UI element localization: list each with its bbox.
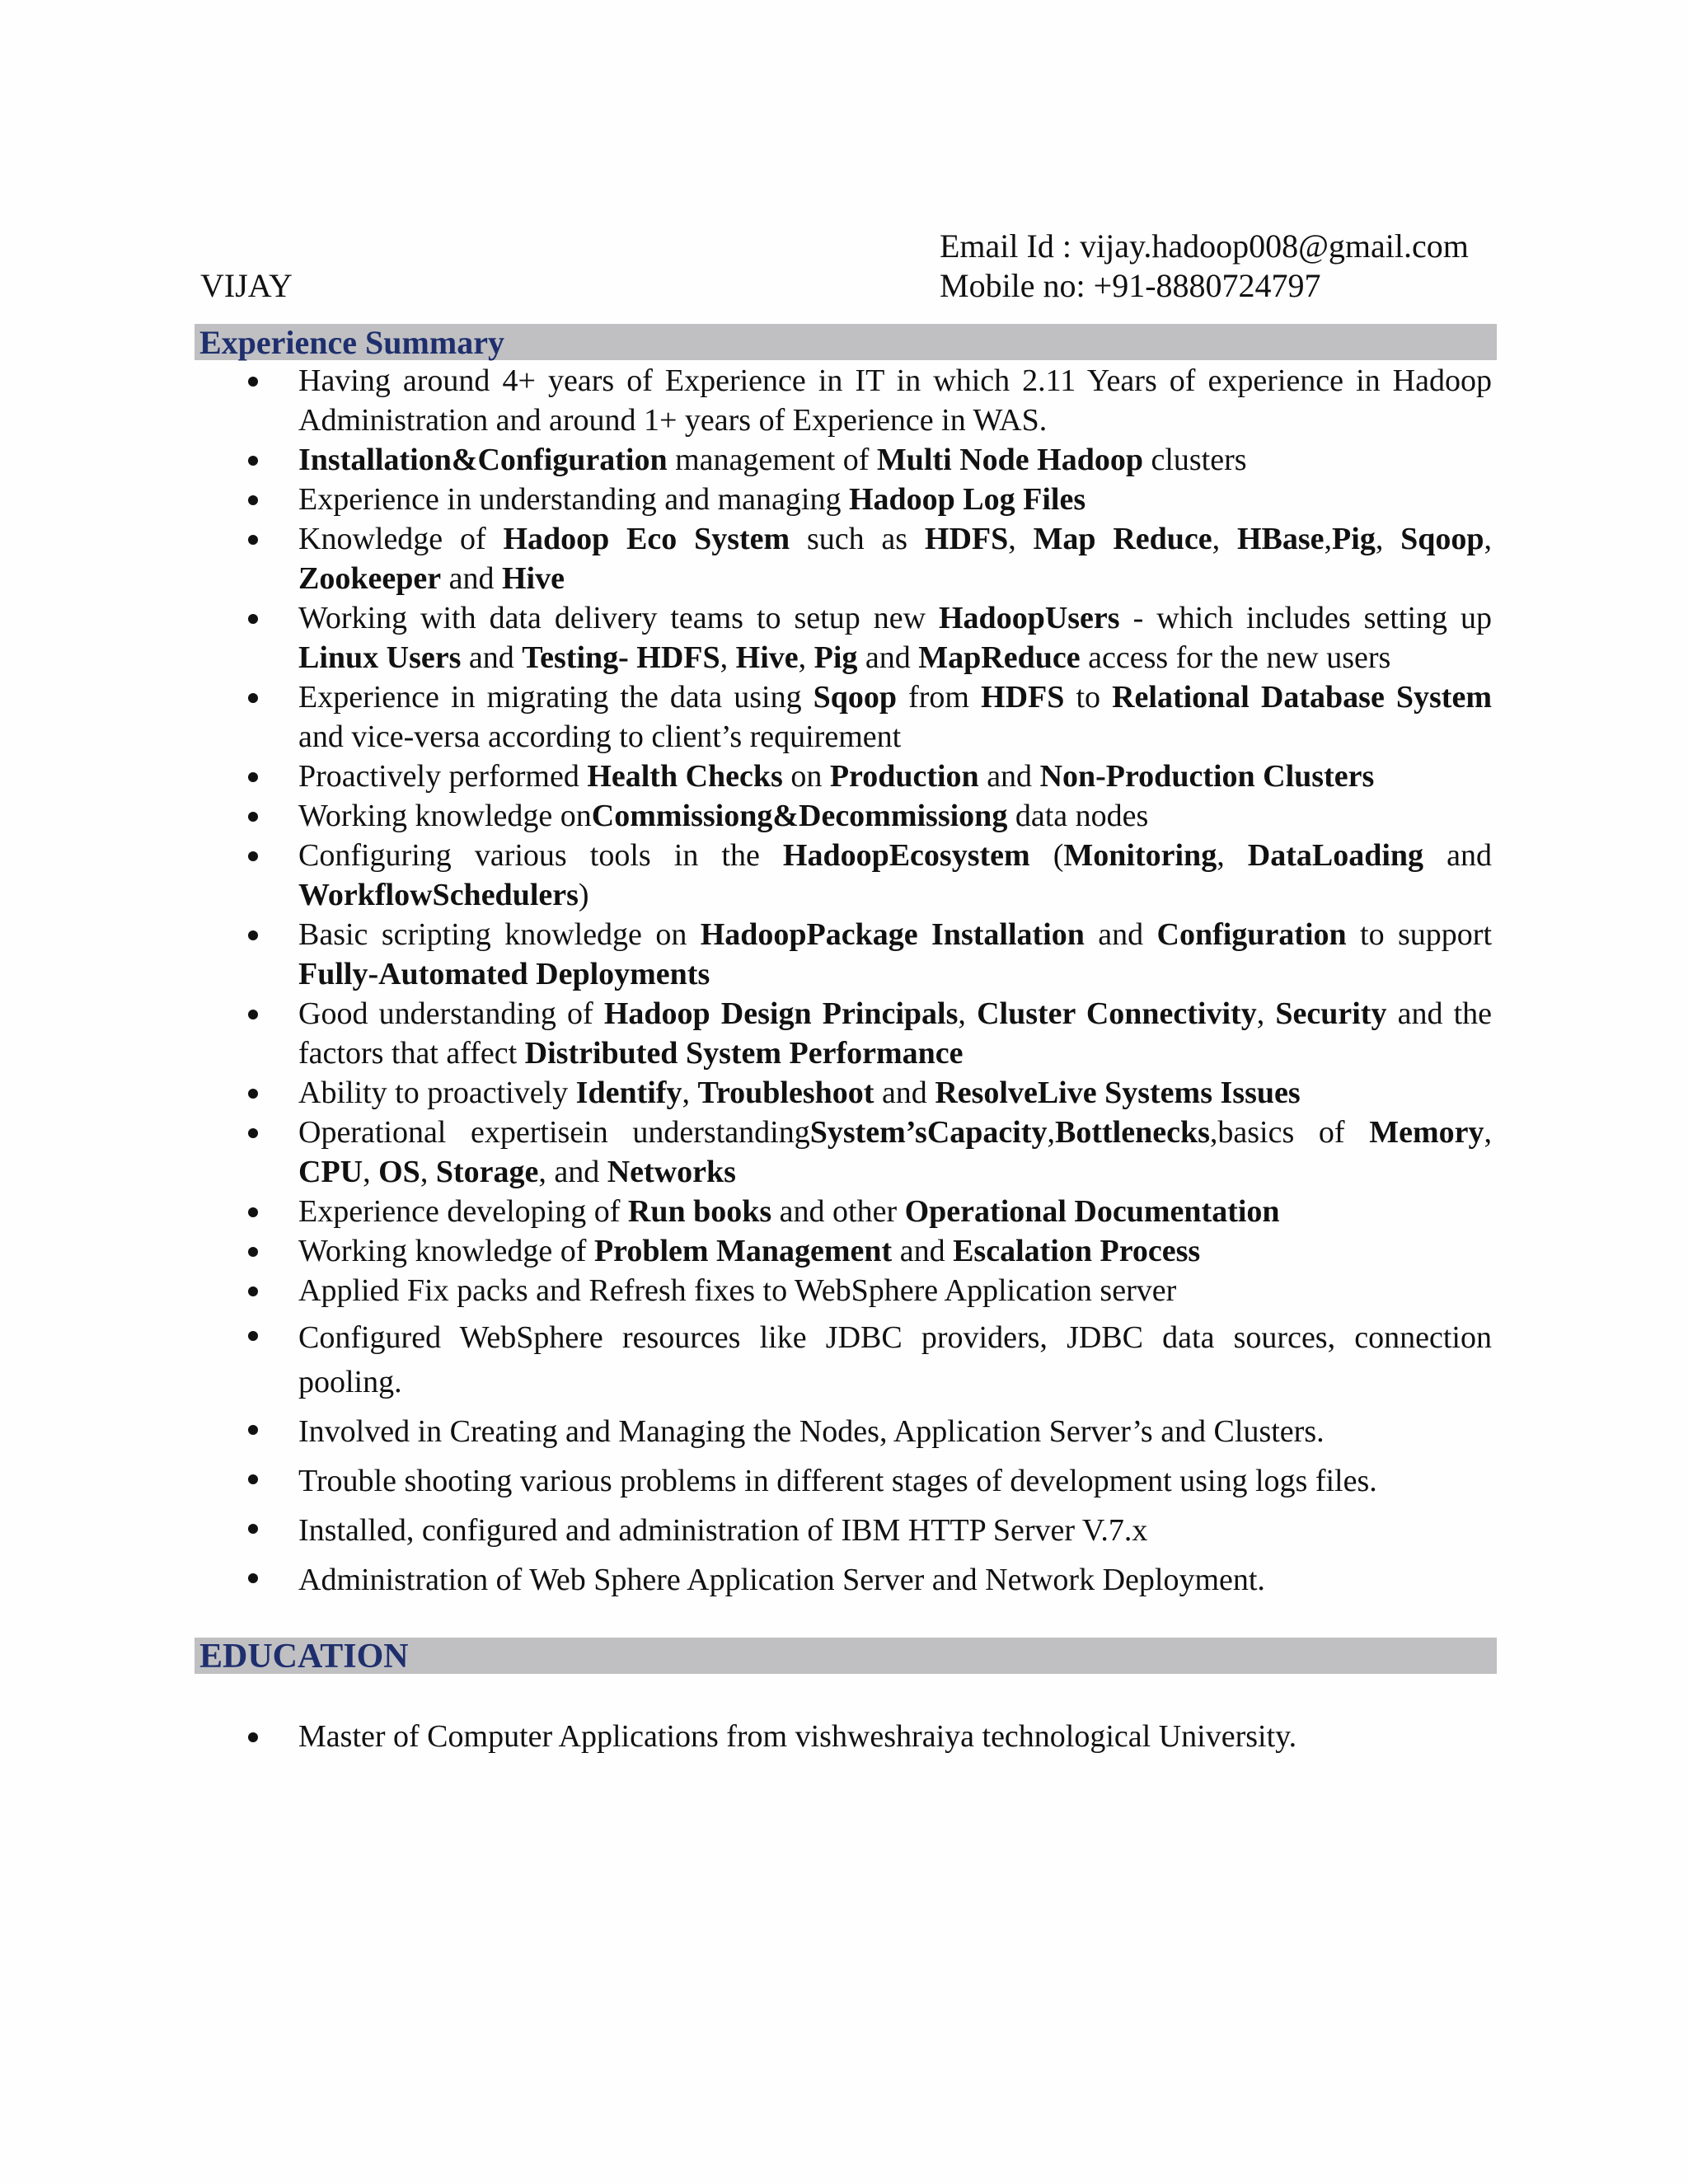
list-item [195,1717,1497,1756]
text: Basic scripting knowledge on [298,917,701,952]
text: - which includes setting up [1119,601,1492,635]
list-item [195,1073,1497,1113]
bold-text: MapReduce [918,640,1081,675]
text: Administration of Web Sphere Application Server and Network Deployment. [298,1563,1265,1597]
bold-text: Distributed System Performance [524,1036,964,1071]
contact-block [940,227,1469,306]
text: , [420,1155,436,1189]
bold-text: Testing- HDFS [522,640,720,675]
list-item [195,677,1497,757]
bold-text: Non-Production Clusters [1039,759,1375,794]
text: from [897,680,982,715]
bold-text: Networks [607,1155,736,1189]
text: , [798,640,814,675]
list-item [195,1271,1497,1310]
text: Configuring various tools in the [298,838,783,873]
text: Experience in understanding and managing [298,482,849,517]
bold-text: Sqoop [813,680,898,715]
list-item [195,796,1497,836]
bold-text: Configuration [1156,917,1347,952]
bold-text: HadoopEcosystem [782,838,1030,873]
bold-text: ResolveLive Systems Issues [935,1076,1301,1110]
text: , [1256,996,1276,1031]
text: Experience in migrating the data using [298,680,814,715]
experience-summary-heading: Experience Summary [199,324,504,361]
text: and [1084,917,1157,952]
bold-text: Memory [1369,1115,1484,1150]
list-item [195,836,1497,915]
bold-text: Bottlenecks [1055,1115,1210,1150]
bold-text: Hive [735,640,799,675]
text: Proactively performed [298,759,588,794]
text: and vice-versa according to client’s requirement [298,719,902,754]
bold-text: Hadoop Log Files [848,482,1086,517]
bold-text: Fully-Automated Deployments [298,957,710,991]
text: Ability to proactively [298,1076,576,1110]
education-heading: EDUCATION [199,1638,409,1675]
text: , and [538,1155,607,1189]
bold-text: Hadoop [700,917,807,952]
list-item [195,480,1497,519]
text: , [1047,1115,1055,1150]
list-item [195,1231,1497,1271]
text: and [441,561,502,596]
text: , [363,1155,379,1189]
text: , [1212,522,1237,556]
text: ( [1029,838,1064,873]
bold-text: Hive [501,561,565,596]
text: and [892,1234,954,1268]
bold-text: Identify [575,1076,682,1110]
text: and other [771,1194,905,1229]
text: data nodes [1007,799,1149,833]
list-item [195,1558,1497,1602]
bold-text: WorkflowSchedulers [298,878,579,912]
text: Knowledge of [298,522,504,556]
list-item [195,915,1497,994]
text: , [682,1076,698,1110]
bold-text: Cluster Connectivity [977,996,1257,1031]
text: Experience developing of [298,1194,628,1229]
bold-text: Zookeeper [298,561,442,596]
bold-text: HDFS [924,522,1009,556]
bold-text: Map Reduce [1033,522,1212,556]
bold-text: Multi Node Hadoop [876,443,1143,477]
bold-text: HadoopUsers [939,601,1120,635]
text: and [857,640,919,675]
list-item [195,598,1497,677]
text: clusters [1142,443,1247,477]
bold-text: Pig [814,640,858,675]
list-item [195,1315,1497,1404]
text: and [1423,838,1493,873]
education-list [195,1717,1497,1756]
list-item [195,1192,1497,1231]
bold-text: CPU [298,1155,363,1189]
bold-text: DataLoading [1247,838,1424,873]
bold-text: Pig [1332,522,1376,556]
text: , [958,996,978,1031]
bold-text: Linux Users [298,640,462,675]
list-item [195,1409,1497,1454]
text: , [1324,522,1333,556]
list-item [195,757,1497,796]
text: Installed, configured and administration of IBM HTTP Server V.7.x [298,1513,1148,1548]
education-header [195,1638,1497,1674]
text: to [1064,680,1113,715]
text: , [1217,838,1248,873]
text: and the factors that affect [298,996,1493,1071]
bold-text: System’sCapacity [809,1115,1048,1150]
text: , [1008,522,1034,556]
bold-text: HBase [1236,522,1325,556]
bold-text: Sqoop [1400,522,1484,556]
text: ,basics of [1209,1115,1370,1150]
bold-text: Installation&Configuration [298,443,668,477]
text: Working with data delivery teams to setup new [298,601,939,635]
text: Trouble shooting various problems in different stages of development using logs files. [298,1464,1377,1498]
text: and [874,1076,935,1110]
mobile-line: Mobile no: +91-8880724797 [940,267,1321,304]
list-item [195,440,1497,480]
bold-text: Health Checks [587,759,783,794]
bold-text: Problem Management [593,1234,893,1268]
bold-text: Package Installation [806,917,1085,952]
text: , [1484,1115,1492,1150]
list-item [195,519,1497,598]
bold-text: Storage [435,1155,539,1189]
bold-text: Troubleshoot [697,1076,874,1110]
bold-text: Hadoop Design Principals [603,996,959,1031]
list-item [195,1459,1497,1503]
text: to support [1346,917,1493,952]
text: and [978,759,1040,794]
text: Configured WebSphere resources like JDBC providers, JDBC data sources, connection pooling. [298,1320,1492,1399]
text: management of [667,443,877,477]
experience-list [195,361,1497,1602]
email-line: Email Id : vijay.hadoop008@gmail.com [940,227,1469,265]
experience-summary-header [195,324,1497,360]
bold-text: Production [829,759,979,794]
text: Master of Computer Applications from vishweshraiya technological University. [298,1719,1297,1754]
text: Involved in Creating and Managing the Nodes, Application Server’s and Clusters. [298,1414,1325,1449]
text: , [720,640,736,675]
bold-text: Monitoring [1063,838,1217,873]
text: on [782,759,830,794]
bold-text: Escalation Process [953,1234,1201,1268]
bold-text: Run books [627,1194,772,1229]
bold-text: Hadoop Eco System [503,522,790,556]
bold-text: Commissiong&Decommissiong [591,799,1008,833]
text: ) [578,878,589,912]
bold-text: Relational Database System [1112,680,1492,715]
list-item [195,1508,1497,1553]
bold-text: Operational Documentation [904,1194,1280,1229]
text: access for the new users [1080,640,1391,675]
text: Working knowledge of [298,1234,594,1268]
bold-text: Security [1275,996,1387,1031]
text: such as [790,522,925,556]
text: , [1375,522,1401,556]
list-item [195,1113,1497,1192]
text: and [461,640,523,675]
text: Operational expertisein understanding [298,1115,810,1150]
text: Having around 4+ years of Experience in IT in which 2.11 Years of experience in Hadoop Administration and around 1+ years of Experience in WAS. [298,363,1492,438]
text: Applied Fix packs and Refresh fixes to WebSphere Application server [298,1273,1177,1308]
bold-text: HDFS [981,680,1065,715]
text: Good understanding of [298,996,604,1031]
bold-text: OS [378,1155,420,1189]
text: Working knowledge on [298,799,592,833]
candidate-name: VIJAY [200,267,293,304]
list-item [195,994,1497,1073]
list-item [195,361,1497,440]
text: , [1484,522,1493,556]
